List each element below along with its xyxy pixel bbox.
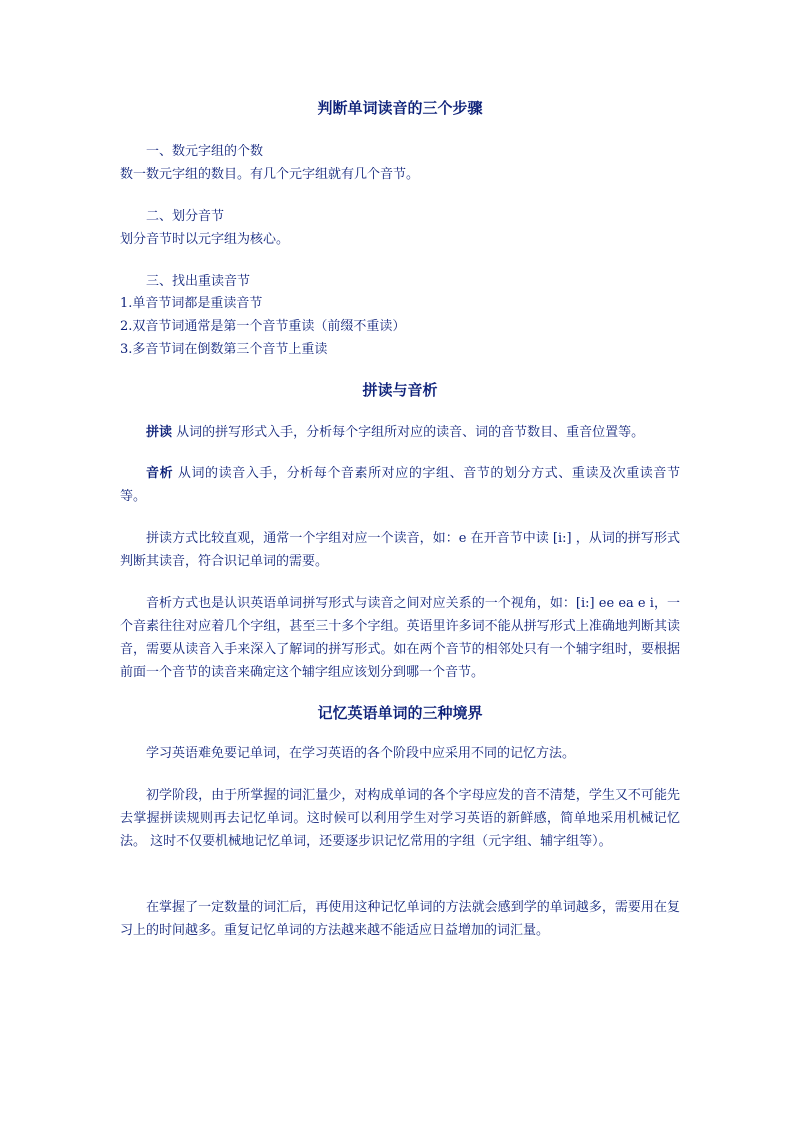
paragraph-phonetics	[120, 462, 680, 508]
step3-item-2: 2.双音节词通常是第一个音节重读（前缀不重读）	[120, 319, 406, 334]
paragraph-spelling-method: 拼读方式比较直观，通常一个字组对应一个读音，如：e 在开音节中读 [i:] ，从词的拼写形式判断其读音，符合识记单词的需要。	[120, 531, 680, 569]
paragraph-spelling	[120, 421, 680, 444]
step3-item-3: 3.多音节词在倒数第三个音节上重读	[120, 342, 328, 357]
section-title-reading-steps: 判断单词读音的三个步骤	[317, 99, 483, 117]
term-spelling: 拼读	[146, 425, 173, 440]
paragraph-phonetics-text: 从词的读音入手，分析每个音素所对应的字组、音节的划分方式、重读及次重读音节等。	[120, 466, 680, 504]
paragraph-later-stage: 在掌握了一定数量的词汇后，再使用这种记忆单词的方法就会感到学的单词越多，需要用在复习上的时间越多。重复记忆单词的方法越来越不能适应日益增加的词汇量。	[120, 900, 680, 938]
paragraph-phonetic-method: 音析方式也是认识英语单词拼写形式与读音之间对应关系的一个视角，如：[i:] ee ea e i，一个音素往往对应着几个字组，甚至三十多个字组。英语里许多词不能从拼写形式上准确地判断其读音，需要从读音入手来深入了解词的拼写形式。如在两个音节的相邻处只有一个辅字组时，要根据前面一个音节的读音来确定这个辅字组应该划分到哪一个音节。	[120, 596, 680, 680]
step3-item-1: 1.单音节词都是重读音节	[120, 296, 263, 311]
paragraph-beginner-stage: 初学阶段，由于所掌握的词汇量少，对构成单词的各个字母应发的音不清楚，学生又不可能先去掌握拼读规则再去记忆单词。这时候可以利用学生对学习英语的新鲜感，简单地采用机械记忆法。 这时不仅要机械地记忆单词，还要逐步识记忆常用的字组（元字组、辅字组等）。	[120, 788, 680, 849]
step1-heading: 一、数元字组的个数	[146, 144, 264, 159]
section-title-spelling-phonetics: 拼读与音析	[362, 381, 438, 399]
section-title-memory-stages: 记忆英语单词的三种境界	[317, 704, 483, 722]
step3-heading: 三、找出重读音节	[146, 274, 251, 289]
paragraph-spelling-text: 从词的拼写形式入手，分析每个字组所对应的读音、词的音节数目、重音位置等。	[172, 425, 645, 440]
step2-heading: 二、划分音节	[146, 209, 225, 224]
term-phonetics: 音析	[146, 466, 174, 481]
step1-text: 数一数元字组的数目。有几个元字组就有几个音节。	[120, 167, 420, 182]
step2-text: 划分音节时以元字组为核心。	[120, 232, 290, 247]
paragraph-memory-intro: 学习英语难免要记单词，在学习英语的各个阶段中应采用不同的记忆方法。	[146, 746, 576, 761]
